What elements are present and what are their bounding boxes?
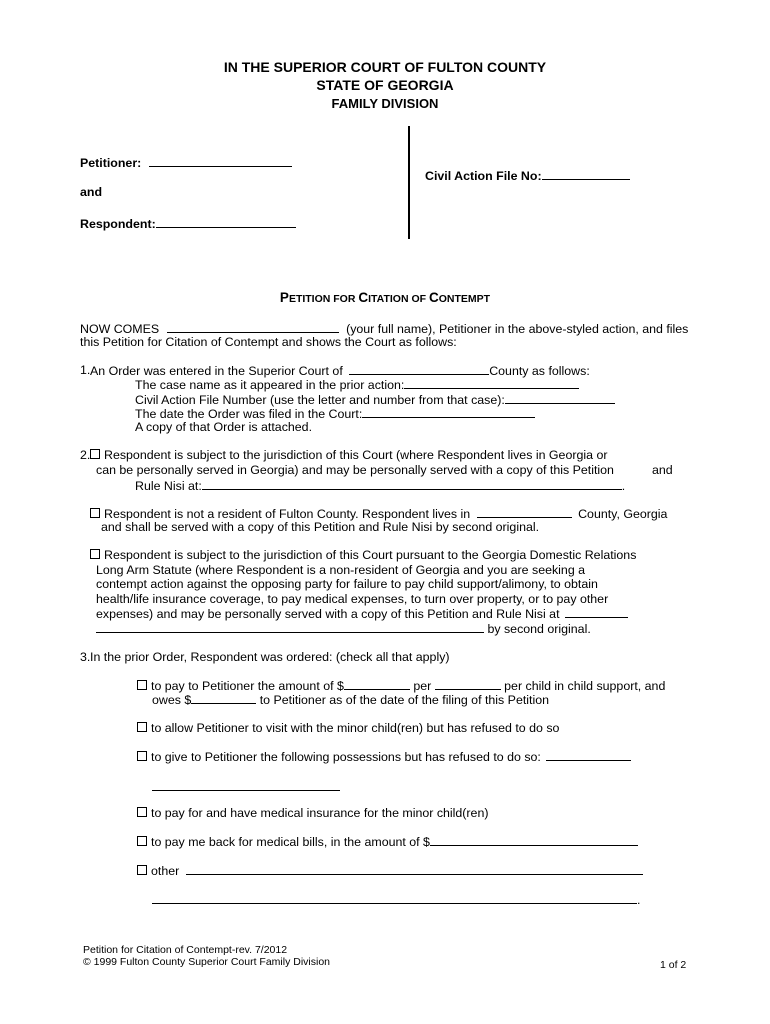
rule-nisi-address-field[interactable]: [202, 478, 622, 490]
item2-opt1-line3: Rule Nisi at: .: [135, 479, 626, 493]
case-name-label: The case name as it appeared in the prior action:: [135, 378, 405, 392]
now-comes-text: NOW COMES: [80, 322, 160, 336]
option1-checkbox[interactable]: [90, 449, 100, 459]
item1-number: 1.: [80, 363, 91, 377]
medical-text: to pay me back for medical bills, in the amount of $: [151, 835, 430, 849]
possessions-checkbox[interactable]: [137, 751, 147, 761]
civil-action-label: [425, 168, 630, 184]
option1-text-1: Respondent is subject to the jurisdiction of this Court (where Respondent lives in Georgia or: [104, 448, 608, 462]
item2-number: 2.: [80, 448, 91, 462]
footer-revision: Petition for Citation of Contempt-rev. 7/2012: [83, 944, 288, 956]
visit-checkbox[interactable]: [137, 722, 147, 732]
county-field[interactable]: [349, 363, 489, 375]
respondent-field[interactable]: [156, 216, 296, 228]
respondent-label-text: Respondent:: [80, 217, 156, 231]
item1-text-b: County as follows:: [489, 364, 590, 378]
item2-opt1-line1: [90, 448, 607, 463]
medical-amount-field[interactable]: [430, 834, 638, 846]
option3-text-5: expenses) and may be personally served with a copy of this Petition and Rule Nisi at: [96, 607, 560, 621]
owes-text: owes $: [152, 693, 192, 707]
file-number-field[interactable]: [505, 392, 615, 404]
title-p: P: [279, 290, 289, 305]
pay-amount-field[interactable]: [344, 678, 410, 690]
visit-text: to allow Petitioner to visit with the minor child(ren) but has refused to do so: [151, 721, 560, 735]
long-arm-address-field-1[interactable]: [565, 606, 628, 618]
pay-per-2: per child in child support, and: [504, 679, 666, 693]
owes-amount-field[interactable]: [191, 692, 256, 704]
petitioner-label: [80, 155, 292, 171]
title-c2-rest: ONTEMPT: [438, 293, 491, 305]
intro-after-name: (your full name), Petitioner in the above-styled action, and files: [346, 322, 689, 336]
other-checkbox[interactable]: [137, 865, 147, 875]
civil-action-label-text: Civil Action File No:: [425, 169, 542, 183]
option2-text-a: Respondent is not a resident of Fulton County. Respondent lives in: [104, 507, 471, 521]
medical-checkbox[interactable]: [137, 836, 147, 846]
other-line: [137, 863, 643, 879]
insurance-checkbox[interactable]: [137, 807, 147, 817]
option2-checkbox[interactable]: [90, 508, 100, 518]
item2-opt2-line2: and shall be served with a copy of this Petition and Rule Nisi by second original.: [101, 520, 540, 534]
pay-text-b: to Petitioner as of the date of the filing of this Petition: [259, 693, 550, 707]
and-label: and: [80, 185, 103, 199]
option2-text-b: County, Georgia: [578, 507, 668, 521]
pay-line-2: [152, 692, 549, 708]
pay-text-a: to pay to Petitioner the amount of $: [151, 679, 344, 693]
possessions-text: to give to Petitioner the following possessions but has refused to do so:: [151, 750, 541, 764]
state-heading: STATE OF GEORGIA: [316, 77, 454, 93]
date-filed-field[interactable]: [362, 406, 535, 418]
petition-title: [0, 290, 770, 307]
item2-opt3-line1: [90, 548, 636, 563]
item2-opt3-line3: contempt action against the opposing party for failure to pay child support/alimony, to obtain: [96, 577, 598, 591]
title-c: C: [358, 290, 369, 305]
full-name-field[interactable]: [167, 321, 339, 333]
title-c2: C: [428, 290, 439, 305]
possessions-field[interactable]: [546, 749, 631, 761]
item2-opt1-line2: can be personally served in Georgia) and may be personally served with a copy of this Petition: [96, 463, 614, 477]
respondent-county-field[interactable]: [477, 506, 572, 518]
title-p-rest: ETITION FOR: [288, 293, 359, 305]
possessions-line: [137, 749, 631, 765]
intro-line-2: this Petition for Citation of Contempt and shows the Court as follows:: [80, 335, 457, 349]
item3-intro: In the prior Order, Respondent was ordered: (check all that apply): [90, 650, 450, 664]
footer-copyright: © 1999 Fulton County Superior Court Family Division: [83, 956, 331, 968]
respondent-label: [80, 216, 296, 232]
pay-per-1: per: [413, 679, 432, 693]
option3-text-6: by second original.: [487, 622, 591, 636]
item3-number: 3.: [80, 650, 91, 664]
division-heading: FAMILY DIVISION: [331, 96, 439, 111]
option3-checkbox[interactable]: [90, 549, 100, 559]
title-c-rest: ITATION OF: [368, 293, 429, 305]
item1-text-a: An Order was entered in the Superior Court of: [90, 364, 343, 378]
petitioner-label-text: Petitioner:: [80, 156, 142, 170]
item2-opt3-line6: [96, 621, 591, 637]
item2-opt3-line2: Long Arm Statute (where Respondent is a non-resident of Georgia and you are seeking a: [96, 563, 586, 577]
item2-opt1-and: and: [652, 463, 673, 477]
court-name-heading: IN THE SUPERIOR COURT OF FULTON COUNTY: [223, 59, 547, 75]
copy-attached: A copy of that Order is attached.: [135, 420, 313, 434]
medical-line: [137, 834, 638, 850]
caption-divider: [408, 126, 410, 239]
page-number: 1 of 2: [660, 959, 687, 971]
possessions-field-2[interactable]: [152, 790, 340, 791]
civil-action-field[interactable]: [542, 168, 630, 180]
item2-opt3-line4: health/life insurance coverage, to pay medical expenses, to turn over property, or to pay other: [96, 592, 609, 606]
other-line-2: .: [152, 892, 640, 908]
pay-checkbox[interactable]: [137, 680, 147, 690]
date-filed-label: The date the Order was filed in the Court:: [135, 407, 363, 421]
option3-text-1: Respondent is subject to the jurisdiction of this Court pursuant to the Georgia Domestic Relations: [104, 548, 637, 562]
case-name-line: [135, 377, 579, 393]
other-field[interactable]: [186, 863, 643, 875]
rule-nisi-label: Rule Nisi at:: [135, 479, 202, 493]
insurance-text: to pay for and have medical insurance for the minor child(ren): [151, 806, 489, 820]
pay-period-field[interactable]: [435, 678, 501, 690]
insurance-line: [137, 806, 488, 821]
other-field-2[interactable]: [152, 892, 637, 904]
long-arm-address-field-2[interactable]: [96, 621, 484, 633]
visit-line: [137, 721, 559, 736]
case-name-field[interactable]: [404, 377, 579, 389]
other-text: other: [151, 864, 180, 878]
item2-opt3-line5: [96, 606, 628, 622]
petitioner-field[interactable]: [149, 155, 292, 167]
file-number-label: Civil Action File Number (use the letter and number from that case):: [135, 393, 505, 407]
